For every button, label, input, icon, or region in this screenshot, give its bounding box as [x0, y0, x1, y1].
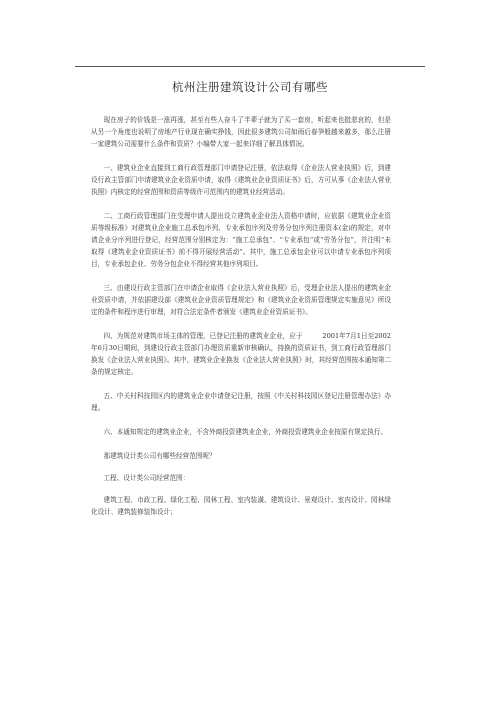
paragraph-item-1: 一、建筑业企业直接到工商行政管理部门申请登记注册，依法取得《企业法人营业执照》后，到建设行政主管部门申请建筑业企业资质申请，取得《建筑业企业资质证书》后，方可从事《企业法人营业执照》内核定的经营范围和资质等级许可范围内的建筑业经营活动。	[91, 164, 391, 196]
paragraph-question: 那建筑设计类公司有哪些经营范围呢？	[103, 452, 216, 460]
document-body	[91, 114, 391, 530]
header-rule	[75, 66, 425, 67]
paragraph-scope-heading: 工程、设计类公司经营范围：	[103, 474, 190, 482]
paragraph-scope-list: 建筑工程、市政工程、绿化工程、园林工程、室内装潢、建筑设计、景观设计、室内设计、园林绿化设计、建筑装修装饰设计；	[91, 496, 391, 516]
paragraph-item-5: 五、中关村科技园区内的建筑业企业申请登记注册，按照《中关村科技园区登记注册管理办法》办理。	[91, 392, 391, 412]
paragraph-item-6: 六、本通知规定的建筑业企业，不含外商投资建筑业企业，外商投资建筑业企业按原有规定执行。	[103, 428, 388, 436]
paragraph-item-2: 二、工商行政管理部门在受理申请人提出设立建筑业企业法人资格申请时，应依据《建筑业企业资质等级标准》对建筑业企业施工总承包序列、专业承包序列及劳务分包序列注册资本(金)的规定，对申请企业分序列进行登记，经营范围分别核定为：“施工总承包”、“专业承包”或“劳务分包”，并注明“未取得《建筑业企业资质证书》前不得开展经营活动”。其中，施工总承包企业可以申请专业承包序列项目，专业承包企业、劳务分包企业不得经营其他序列项目。	[91, 212, 391, 268]
document-title: 杭州注册建筑设计公司有哪些	[172, 80, 328, 94]
paragraph-intro: 现在房子的价钱是一涨再涨，甚至有些人奋斗了半辈子就为了买一套房，听起来也挺悲哀的，但是从另一个角度也说明了房地产行业现在确实挣钱，因此很多建筑公司如雨后春笋般越来越多，那么注册一家建筑公司需要什么条件和资质？小编带大家一起来详细了解具体情况。	[91, 116, 391, 148]
paragraph-item-4: 四、为规范对建筑市场主体的管理，已登记注册的建筑业企业，应于 2001年7月1日至2002年6月30日期间，到建设行政主管部门办理资质重新审核确认，持换的资质证书，到工商行政管理部门换发《企业法人营业执照》。其中，建筑业企业换发《企业法人营业执照》时，其经营范围按本通知第二条的规定核定。	[91, 332, 392, 376]
paragraph-item-3: 三、由建设行政主管部门在申请企业取得《企业法人营业执照》后，受理企业法人提出的建筑业企业资质申请，并依据建设部《建筑业企业资质管理规定》和《建筑业企业资质管理规定实施意见》所设定的条件和程序进行审理，对符合法定条件者颁发《建筑业企业资质证书》。	[91, 284, 391, 316]
